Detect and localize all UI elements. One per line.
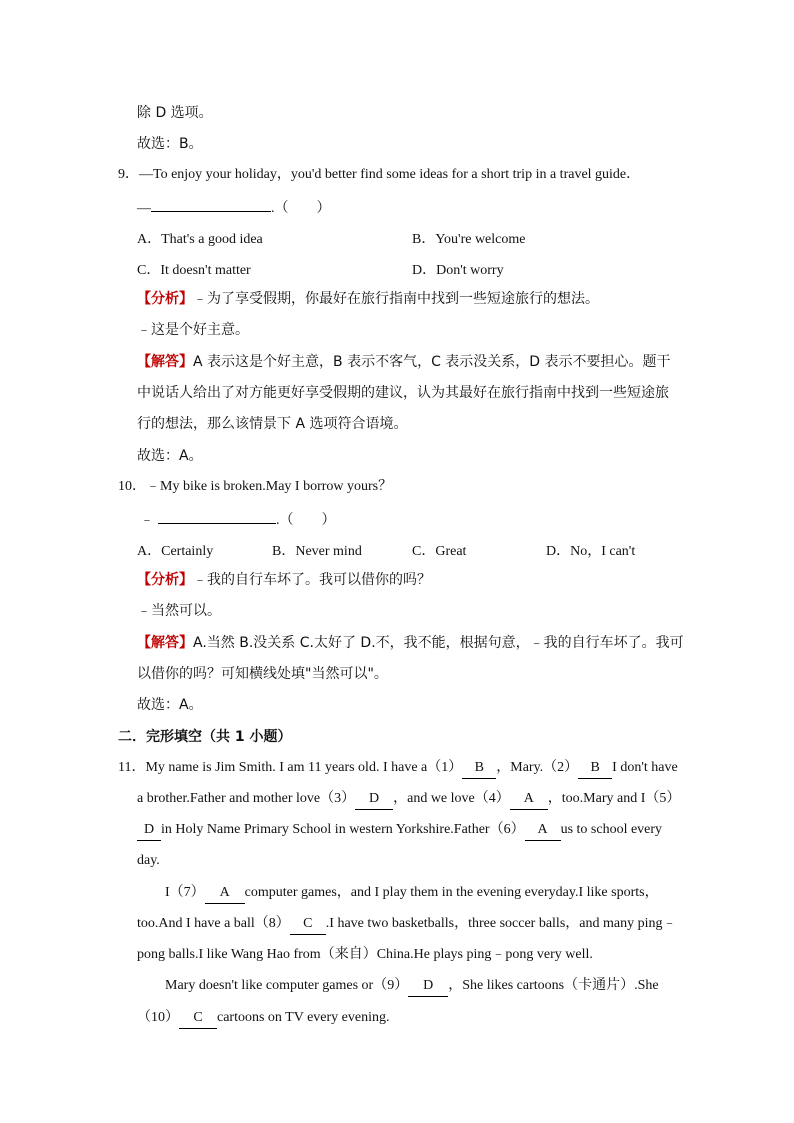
q11-text: I don't have (612, 760, 678, 775)
q11-line8 (165, 976, 659, 997)
q9-solution (137, 352, 671, 372)
q11-line2 (137, 789, 680, 810)
q11-answer-9: D (408, 976, 448, 997)
q11-answer-3: D (355, 789, 393, 810)
q11-answer-1: B (462, 758, 496, 779)
q9-option-a: A．That's a good idea (137, 232, 263, 247)
q10-solution-text1: A.当然 B.没关系 C.太好了 D.不，我不能，根据句意，﹣我的自行车坏了。我可 (193, 635, 684, 651)
q10-dash: ﹣ (140, 513, 154, 528)
q10-answer: 故选：A。 (137, 697, 203, 713)
q11-text: 11．My name is Jim Smith. I am 11 years old. I have a（1） (118, 760, 463, 775)
q11-line6 (137, 914, 676, 935)
prev-explanation-line: 除 D 选项。 (137, 105, 213, 121)
q9-option-b: B．You're welcome (412, 232, 526, 247)
q11-text: a brother.Father and mother love（3） (137, 791, 356, 806)
q9-paren: .（ ） (271, 201, 331, 216)
q10-analysis (137, 570, 431, 590)
q11-text: Mary doesn't like computer games or（9） (165, 978, 409, 993)
q9-analysis-tag: 【分析】 (137, 291, 193, 307)
q11-answer-10: C (179, 1008, 217, 1029)
q9-analysis (137, 289, 599, 309)
q11-text: I（7） (165, 885, 205, 900)
q11-answer-7: A (205, 883, 245, 904)
q11-answer-8: C (290, 914, 326, 935)
q11-answer-5: D (137, 820, 161, 841)
q9-blank-line (137, 196, 331, 219)
q11-line9 (137, 1008, 390, 1029)
q9-analysis-text: ﹣为了享受假期，你最好在旅行指南中找到一些短途旅行的想法。 (193, 291, 599, 307)
q10-analysis-line2: ﹣当然可以。 (137, 603, 221, 619)
q11-text: ，and we love（4） (393, 791, 510, 806)
q10-option-d: D．No，I can't (546, 544, 636, 559)
q10-option-b: B．Never mind (272, 544, 362, 559)
q9-answer: 故选：A。 (137, 448, 203, 464)
q10-solution (137, 633, 684, 653)
q10-paren: .（ ） (276, 513, 336, 528)
q9-option-d: D．Don't worry (412, 263, 504, 278)
q11-text: cartoons on TV every evening. (217, 1010, 390, 1025)
q11-text: ，too.Mary and I（5） (547, 791, 681, 806)
q11-line5 (165, 883, 659, 904)
q10-stem: 10．﹣My bike is broken.May I borrow yours？ (118, 479, 393, 494)
q9-analysis-line2: ﹣这是个好主意。 (137, 322, 249, 338)
q11-line4: day. (137, 853, 160, 868)
q10-solution-tag: 【解答】 (137, 635, 193, 651)
prev-answer: 故选：B。 (137, 136, 203, 152)
q9-solution-tag: 【解答】 (137, 354, 193, 370)
section-heading-cloze: 二．完形填空（共 1 小题） (118, 729, 292, 745)
q11-line1 (118, 758, 678, 779)
q11-text: us to school every (560, 822, 663, 837)
q10-blank (158, 508, 276, 524)
q9-stem: 9．—To enjoy your holiday，you'd better find some ideas for a short trip in a travel guide． (118, 167, 641, 182)
q10-option-a: A．Certainly (137, 544, 214, 559)
q11-answer-6: A (525, 820, 561, 841)
q11-text: in Holy Name Primary School in western Yorkshire.Father（6） (161, 822, 525, 837)
q10-option-c: C．Great (412, 544, 467, 559)
q11-line7: pong balls.I like Wang Hao from（来自）China.He plays ping﹣pong very well. (137, 947, 593, 962)
q11-text: too.And I have a ball（8） (137, 916, 290, 931)
q9-blank (151, 196, 271, 212)
q10-solution-line2: 以借你的吗？可知横线处填"当然可以"。 (137, 666, 388, 682)
q11-text: ，She likes cartoons（卡通片）.She (448, 978, 659, 993)
q11-text: （10） (137, 1010, 179, 1025)
q9-solution-line2: 中说话人给出了对方能更好享受假期的建议，认为其最好在旅行指南中找到一些短途旅 (137, 385, 669, 401)
q10-blank-line (140, 508, 336, 531)
q9-option-c: C．It doesn't matter (137, 263, 251, 278)
q11-text: ，Mary.（2） (496, 760, 579, 775)
q9-dash: — (137, 201, 151, 216)
q10-analysis-tag: 【分析】 (137, 572, 193, 588)
q11-answer-4: A (510, 789, 548, 810)
q11-line3 (137, 820, 662, 841)
q9-solution-text1: A 表示这是个好主意，B 表示不客气，C 表示没关系，D 表示不要担心。题干 (193, 354, 671, 370)
q10-analysis-text: ﹣我的自行车坏了。我可以借你的吗？ (193, 572, 431, 588)
q9-solution-line3: 行的想法，那么该情景下 A 选项符合语境。 (137, 416, 408, 432)
q11-answer-2: B (578, 758, 612, 779)
q11-text: .I have two basketballs，three soccer balls，and many ping﹣ (325, 916, 677, 931)
q11-text: computer games，and I play them in the evening everyday.I like sports， (244, 885, 659, 900)
